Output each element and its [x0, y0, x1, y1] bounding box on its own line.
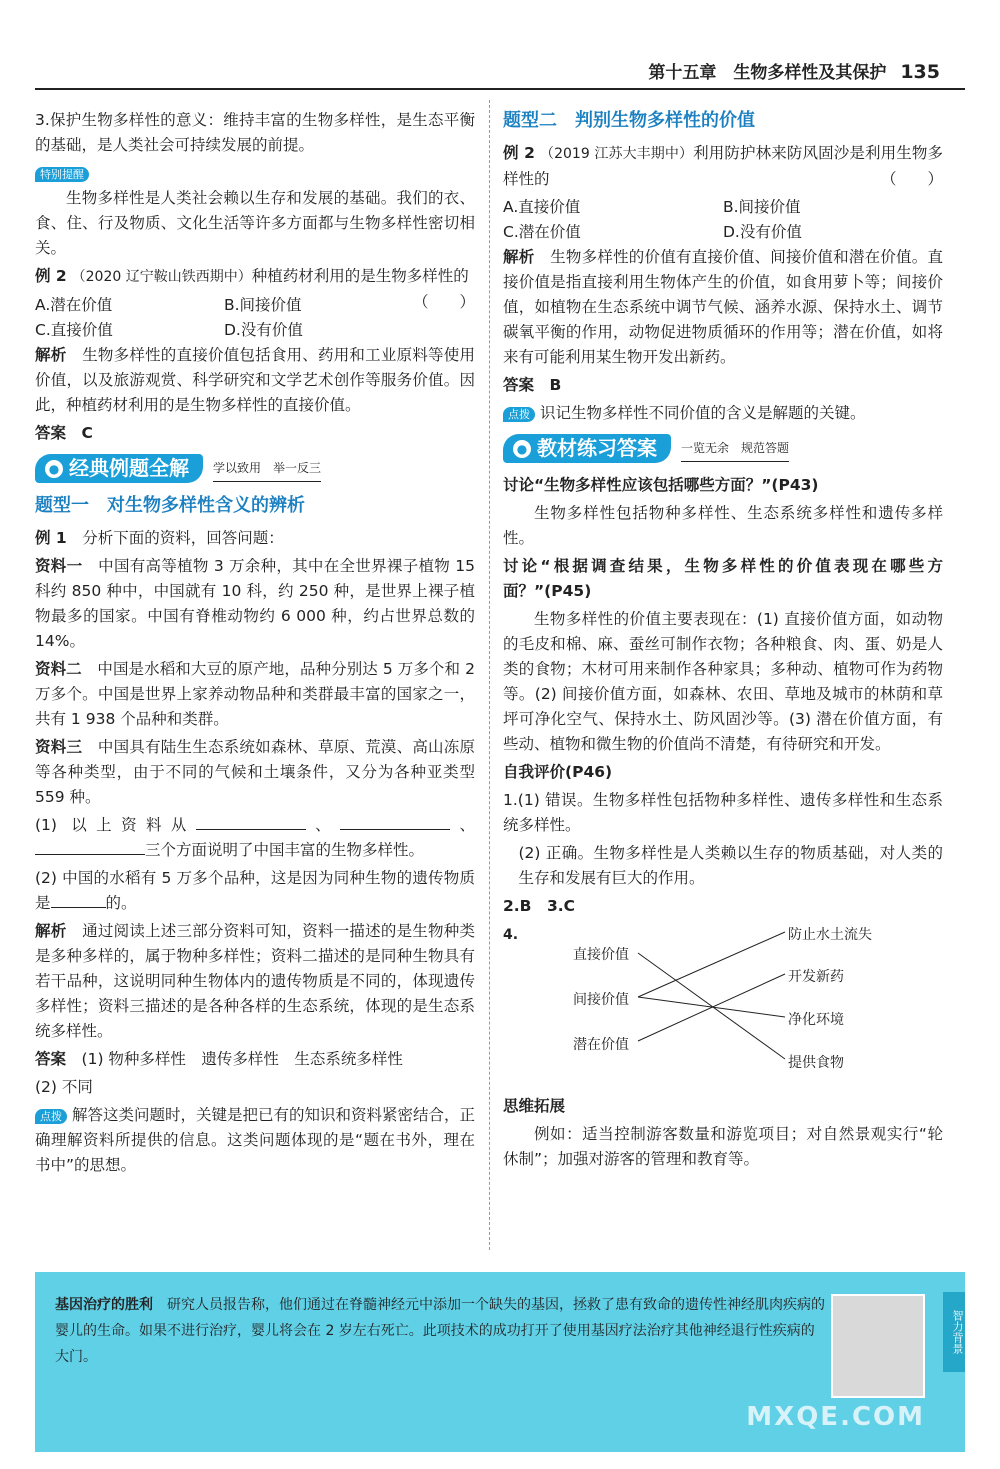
side-tab: 智力背景: [943, 1292, 965, 1372]
left-node-potential: 潜在价值: [573, 1037, 629, 1053]
knowledge-text: 基因治疗的胜利 研究人员报告称，他们通过在脊髓神经元中添加一个缺失的基因，拯救了患有致命的遗传性神经肌肉疾病的婴儿的生命。如果不进行治疗，婴儿将会在 2 岁左右死亡。此项技术的成功打开了使用基因疗法治疗其他神经退行性疾病的大门。: [55, 1297, 825, 1365]
classic-examples-banner: ● 经典例题全解 学以致用 举一反三: [35, 454, 475, 483]
subquestion-2: (2) 中国的水稻有 5 万多个品种，这是因为同种生物的遗传物质是 的。: [35, 869, 475, 912]
example2-question: 例 2 （2020 辽宁鞍山铁西期中）种植药材利用的是生物多样性的 （ ）: [35, 267, 475, 311]
item-4-label: 4.: [503, 927, 519, 943]
discussion-2-answer: 生物多样性的价值主要表现在：(1) 直接价值方面，如动物的毛皮和棉、麻、蚕丝可制作衣物；各种粮食、肉、蛋、奶是人类的食物；木材可用来制作各种家具；多种动、植物可作为药物等。(2) 间接价值方面，如森林、农田、草地及城市的林荫和草坪可净化空气、保持水土、防风固沙等。(3) 潜在价值方面，有些动、植物和微生物的价值尚不清楚，有待研究和开发。: [503, 610, 943, 753]
material-3: 资料三 中国具有陆生生态系统如森林、草原、荒漠、高山冻原等各种类型，由于不同的气候和土壤条件，又分为各种亚类型 559 种。: [35, 738, 475, 806]
left-node-indirect: 间接价值: [573, 992, 629, 1008]
example1-question: 例 1 分析下面的资料，回答问题：: [35, 529, 284, 547]
left-column: [35, 108, 475, 1181]
option-a: A.直接价值: [503, 198, 581, 216]
tip-text: 生物多样性是人类社会赖以生存和发展的基础。我们的衣、食、住、行及物质、文化生活等许多方面都与生物多样性密切相关。: [35, 189, 475, 257]
knowledge-title: 基因治疗的胜利: [55, 1297, 153, 1313]
speech-bubble-icon: ●: [45, 460, 63, 478]
material-1: 资料一 中国有高等植物 3 万余种，其中在全世界裸子植物 15 科约 850 种中，中国就有 10 科，约 250 种，是世界上裸子植物最多的国家。中国有脊椎动物约 6 000 种，约占世界总数的 14%。: [35, 557, 475, 650]
option-c: C.直接价值: [35, 321, 113, 339]
option-d: D.没有价值: [723, 223, 802, 241]
question-type-1: 题型一 对生物多样性含义的辨析: [35, 495, 305, 516]
option-b: B.间接价值: [723, 198, 801, 216]
significance-paragraph: 3.保护生物多样性的意义：维持丰富的生物多样性，是生态平衡的基础，是人类社会可持续发展的前提。: [35, 111, 475, 154]
right-node-clean: 净化环境: [788, 1012, 844, 1028]
example2-analysis: 解析 生物多样性的直接价值包括食用、药用和工业原料等使用价值，以及旅游观赏、科学研究和文学艺术创作等服务价值。因此，种植药材利用的是生物多样性的直接价值。: [35, 346, 475, 414]
knowledge-box: [35, 1272, 965, 1452]
example1-note: 点拨 解答这类问题时，关键是把已有的知识和资料紧密结合，正确理解资料所提供的信息。这类问题体现的是“题在书外，理在书中”的思想。: [35, 1106, 475, 1174]
left-node-direct: 直接价值: [573, 947, 629, 963]
example2-options: [35, 293, 413, 343]
column-divider: [489, 100, 490, 1250]
right-node-medicine: 开发新药: [788, 969, 844, 985]
option-c: C.潜在价值: [503, 223, 581, 241]
thinking-title: 思维拓展: [503, 1097, 566, 1115]
option-b: B.间接价值: [223, 296, 302, 314]
right-column: [503, 108, 943, 1175]
r-note: 点拨 识记生物多样性不同价值的含义是解题的关键。: [503, 401, 943, 426]
chapter-title: 第十五章 生物多样性及其保护: [648, 63, 887, 83]
example1-analysis: 解析 通过阅读上述三部分资料可知，资料一描述的是生物种类是多种多样的，属于物种多样性；资料二描述的是同种生物具有若干品种，这说明同种生物体内的遗传物质是不同的，体现遗传多样性；资料三描述的是各种各样的生态系统，体现的是生态系统多样性。: [35, 922, 475, 1040]
page-number: 135: [900, 61, 940, 83]
right-node-soil: 防止水土流失: [788, 927, 872, 943]
example1-answer: 答案 (1) 物种多样性 遗传多样性 生态系统多样性: [35, 1050, 403, 1068]
matching-lines: [503, 923, 943, 1088]
child-photo: [831, 1294, 925, 1398]
discussion-1-title: 讨论“生物多样性应该包括哪些方面？”(P43): [503, 476, 819, 494]
r-example2-question: 例 2 （2019 江苏大丰期中）利用防护林来防风固沙是利用生物多样性的 （ ）: [503, 144, 943, 188]
example2-answer: 答案 C: [35, 424, 93, 442]
watermark: MXQE.COM: [746, 1402, 925, 1432]
self-eval-1a: 1.(1) 错误。生物多样性包括物种多样性、遗传多样性和生态系统多样性。: [503, 791, 943, 834]
option-d: D.没有价值: [223, 321, 303, 339]
r-analysis: 解析 生物多样性的价值有直接价值、间接价值和潜在价值。直接价值是指直接利用生物体产生的价值，如食用萝卜等；间接价值，如植物在生态系统中调节气候、涵养水源、保持水土、调节碳氧平衡的作用，动物促进物质循环的作用等；潜在价值，如将来有可能利用某生物开发出新药。: [503, 248, 943, 366]
header-rule: [35, 88, 965, 90]
tip-badge: 特别提醒: [35, 167, 89, 182]
matching-diagram: [503, 923, 943, 1088]
self-eval-2-3: 2.B 3.C: [503, 897, 576, 915]
textbook-answers-banner: ● 教材练习答案 一览无余 规范答题: [503, 434, 943, 463]
question-type-2: 题型二 判别生物多样性的价值: [503, 110, 755, 131]
option-a: A.潜在价值: [35, 296, 113, 314]
self-eval-title: 自我评价(P46): [503, 763, 613, 781]
discussion-1-answer: 生物多样性包括物种多样性、生态系统多样性和遗传多样性。: [503, 504, 943, 547]
r-answer: 答案 B: [503, 376, 562, 394]
discussion-2-title: 讨论“根据调查结果，生物多样性的价值表现在哪些方面？”(P45): [503, 557, 943, 600]
speech-bubble-icon: ●: [513, 440, 531, 458]
subquestion-1: (1) 以上资料从 、 、三个方面说明了中国丰富的生物多样性。: [35, 816, 475, 859]
thinking-text: 例如：适当控制游客数量和游览项目；对自然景观实行“轮休制”；加强对游客的管理和教育等。: [503, 1125, 943, 1168]
material-2: 资料二 中国是水稻和大豆的原产地，品种分别达 5 万多个和 2 万多个。中国是世界上家养动物品种和类群最丰富的国家之一，共有 1 938 个品种和类群。: [35, 660, 475, 728]
example1-answer-2: (2) 不同: [35, 1078, 93, 1096]
self-eval-1b: (2) 正确。生物多样性是人类赖以生存的物质基础，对人类的生存和发展有巨大的作用。: [518, 844, 943, 887]
r-example2-options: [503, 195, 943, 245]
page-header: [648, 58, 940, 83]
right-node-food: 提供食物: [788, 1055, 844, 1071]
